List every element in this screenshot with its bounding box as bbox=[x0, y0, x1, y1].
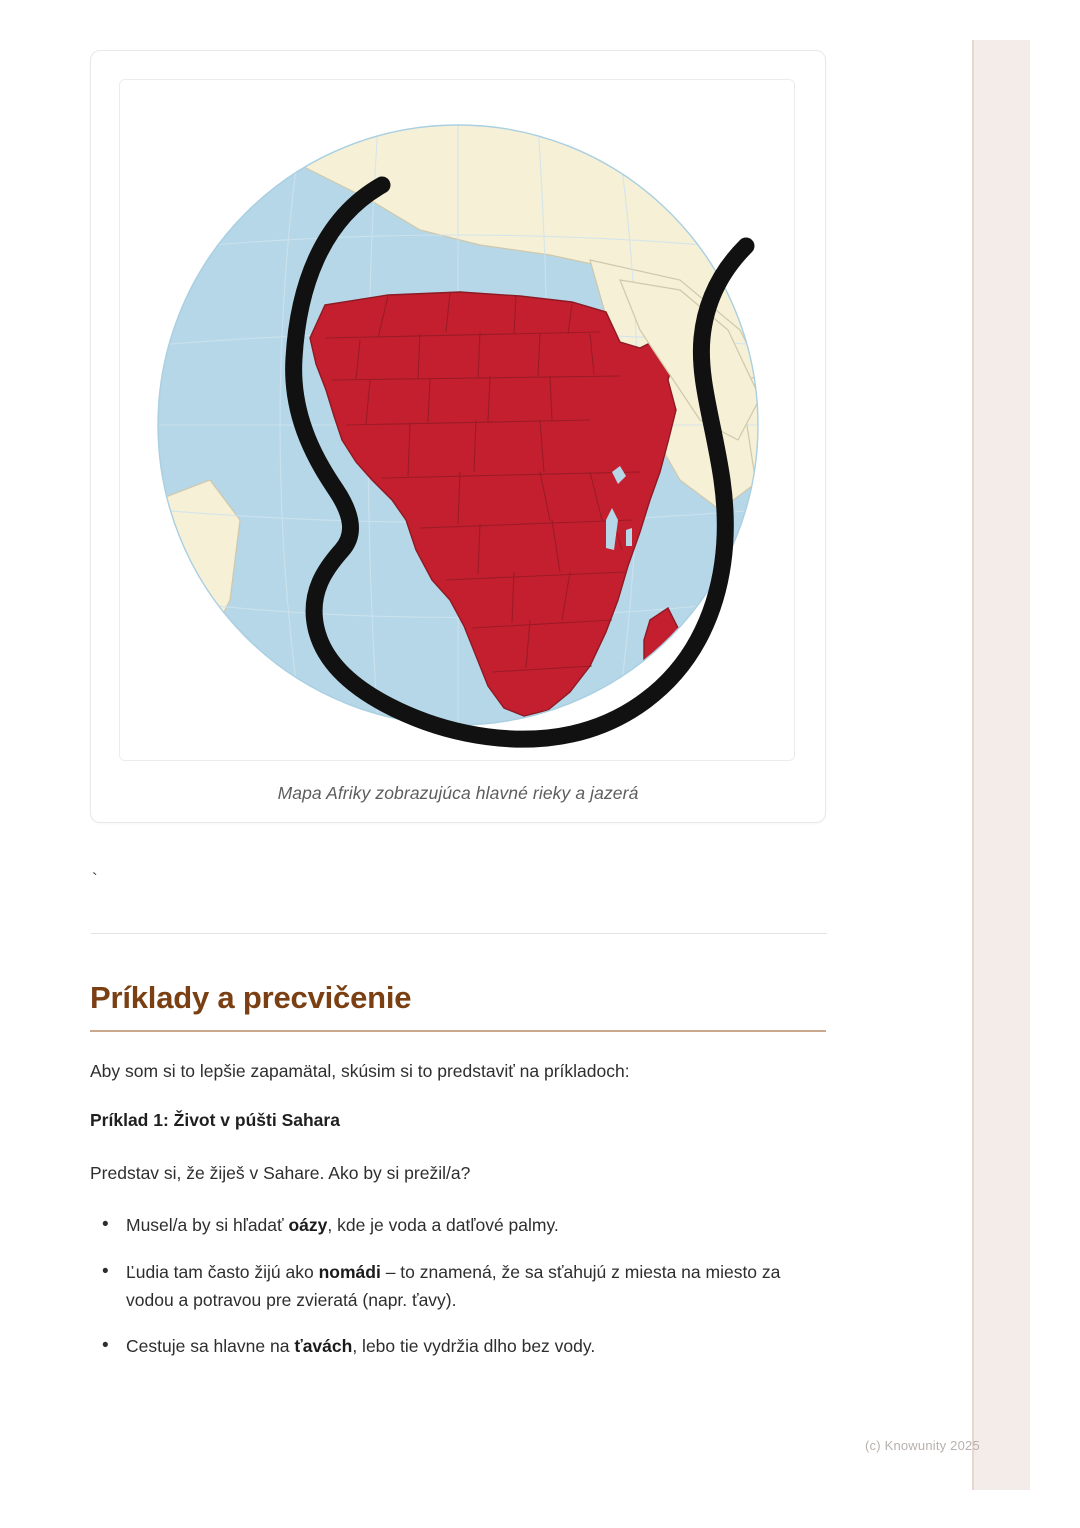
list-item bbox=[124, 1332, 828, 1360]
figure-image-frame bbox=[119, 79, 795, 761]
copyright-watermark: (c) Knowunity 2025 bbox=[865, 1438, 980, 1453]
example-heading: Príklad 1: Život v púšti Sahara bbox=[90, 1110, 340, 1131]
document-content bbox=[90, 50, 828, 1379]
page-edge-strip bbox=[972, 40, 1030, 1490]
bullet-text-before: Musel/a by si hľadať bbox=[126, 1215, 289, 1236]
bullet-text-strong: nomádi bbox=[318, 1261, 381, 1282]
example-bullet-list bbox=[90, 1211, 828, 1360]
section-heading-underline bbox=[90, 1030, 826, 1032]
bullet-text-after: , lebo tie vydržia dlho bez vody. bbox=[352, 1336, 596, 1357]
bullet-text-before: Ľudia tam často žijú ako bbox=[126, 1261, 319, 1282]
stray-backtick-text: ` bbox=[92, 870, 98, 889]
list-item bbox=[124, 1258, 828, 1315]
globe-map-africa-highlighted-icon bbox=[120, 80, 795, 761]
figure-caption: Mapa Afriky zobrazujúca hlavné rieky a jazerá bbox=[277, 783, 639, 803]
example-question-paragraph: Predstav si, že žiješ v Sahare. Ako by si prežil/a? bbox=[90, 1163, 471, 1184]
bullet-text-strong: oázy bbox=[288, 1215, 328, 1236]
bullet-text-before: Cestuje sa hlavne na bbox=[126, 1336, 295, 1357]
bullet-text-after: , kde je voda a datľové palmy. bbox=[327, 1215, 559, 1236]
figure-card bbox=[90, 50, 826, 823]
list-item bbox=[124, 1211, 828, 1239]
bullet-text-after: – to znamená, že sa sťahujú z miesta na miesto za vodou a potravou pre zvieratá (napr. ťavy). bbox=[126, 1261, 781, 1311]
section-intro-paragraph: Aby som si to lepšie zapamätal, skúsim si to predstaviť na príkladoch: bbox=[90, 1061, 630, 1081]
section-divider bbox=[91, 933, 827, 934]
bullet-text-strong: ťavách bbox=[294, 1336, 353, 1357]
section-heading: Príklady a precvičenie bbox=[90, 980, 412, 1015]
